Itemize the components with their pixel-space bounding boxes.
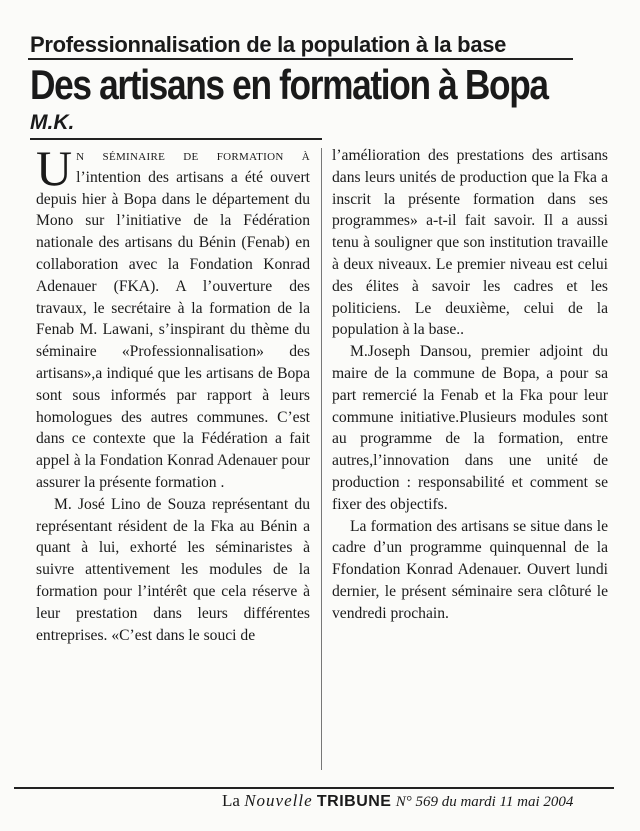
masthead-nouvelle: Nouvelle	[244, 791, 313, 810]
masthead-la: La	[222, 791, 240, 810]
article-author: M.K.	[30, 111, 75, 134]
article-column-right	[332, 145, 608, 625]
body-paragraph: La formation des artisans se situe dans le cadre d’un programme quinquennal de la Ffondation Konrad Adenauer. Ouvert lundi dernier, le présent séminaire sera clôturé le vendredi prochain.	[332, 517, 608, 622]
author-underline	[30, 138, 322, 140]
body-paragraph: M. José Lino de Souza représentant du représentant résident de la Fka au Bénin a quant à lui, exhorté les séminaristes à suivre attentivement les modules de la formation pour l’intérêt que cela réserve à leur prestation dans leurs différentes entreprises. «C’est dans le souci de	[36, 495, 310, 644]
article-kicker: Professionnalisation de la population à la base	[30, 32, 507, 57]
article-headline: Des artisans en formation à Bopa	[30, 61, 548, 108]
lead-smallcaps: n séminaire de formation à	[76, 147, 310, 164]
article-column-left	[36, 140, 310, 646]
masthead-tribune: TRIBUNE	[316, 793, 392, 810]
drop-cap: U	[36, 140, 73, 196]
body-paragraph: M.Joseph Dansou, premier adjoint du maire de la commune de Bopa, a pour sa part remercié la Fenab et la Fka pour leur commune initiative.Plusieurs modules sont au programme de la formation, entre autres,l’innovation dans une unité de production : responsabilité et comment se fixer des objectifs.	[332, 343, 608, 513]
footer-rule	[14, 787, 614, 789]
column-divider	[321, 148, 322, 770]
lead-paragraph-text: l’intention des artisans a été ouvert depuis hier à Bopa dans le département du Mono sur l’initiative de la Fédération nationale des artisans du Bénin (Fenab) en collaboration avec la Fondation Konrad Adenauer (FKA). A l’ouverture des travaux, le secrétaire à la formation de la Fenab M. Lawani, s’inspirant du thème du séminaire «Professionnalisation» des artisans»,a indiqué que les artisans de Bopa sont sous informés par rapport à leurs homologues des autres communes. C’est dans ce contexte que la Fédération a fait appel à la Fondation Konrad Adenauer pour assurer la présente formation .	[36, 168, 310, 491]
issue-info: N° 569 du mardi 11 mai 2004	[395, 794, 574, 810]
lead-paragraph	[36, 140, 310, 494]
body-paragraph: l’amélioration des prestations des artisans dans leurs unités de production que la Fka a inscrit la présente formation dans ses programmes» a-t-il fait savoir. Il a aussi tenu à souligner que son institution travaille à deux niveaux. Le premier niveau est celui des élites à savoir les cadres et les politiciens. Le deuxième, celui de la population à la base..	[332, 147, 608, 339]
publication-footer	[222, 790, 622, 813]
